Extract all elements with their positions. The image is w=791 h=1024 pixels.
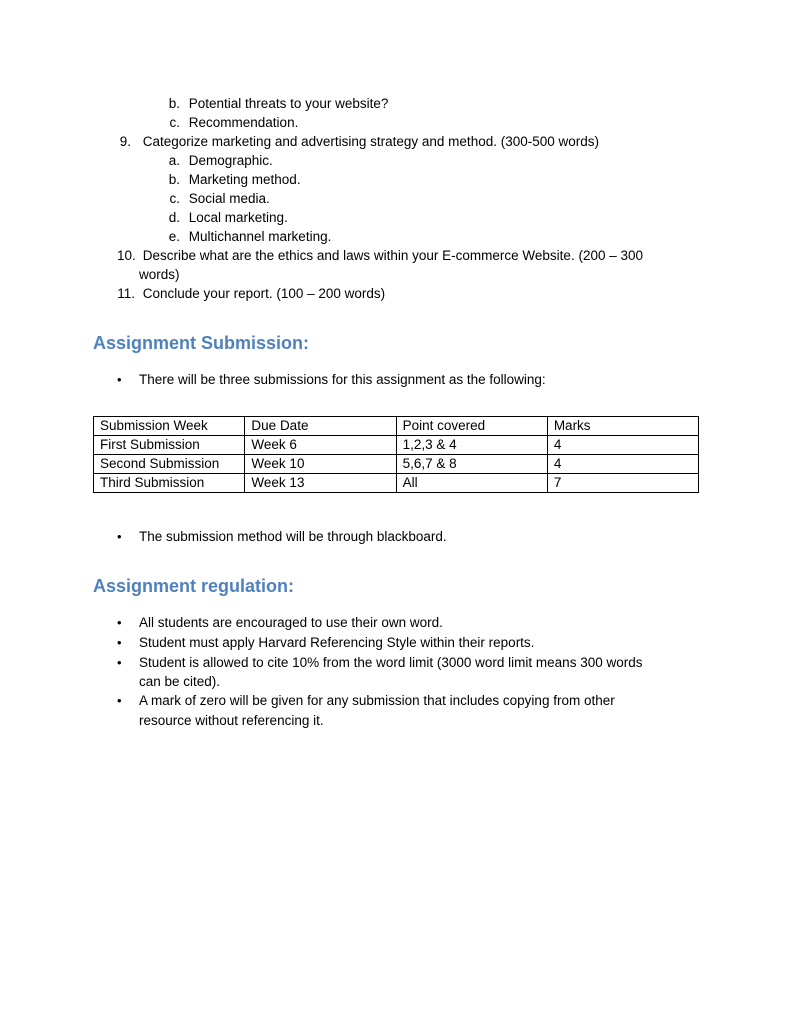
table-cell: All — [396, 474, 547, 493]
bullet-dot: • — [117, 655, 122, 670]
table-cell: 5,6,7 & 8 — [396, 455, 547, 474]
list-marker: d. — [168, 210, 180, 225]
list-text: Recommendation. — [188, 115, 299, 130]
list-text: Marketing method. — [188, 172, 301, 187]
table-row — [94, 455, 699, 474]
list-text: Potential threats to your website? — [188, 96, 389, 111]
list-marker: b. — [168, 172, 180, 187]
list-item-9 — [117, 132, 599, 151]
bullet-dot: • — [117, 372, 122, 387]
table-header-cell: Point covered — [396, 417, 547, 436]
table-cell: 4 — [547, 436, 698, 455]
table-cell: First Submission — [94, 436, 245, 455]
list-item-b — [164, 94, 388, 113]
list-marker: e. — [168, 229, 180, 244]
list-marker: 11. — [117, 286, 135, 301]
sub-item-c — [164, 189, 270, 208]
submission-method: The submission method will be through blackboard. — [139, 529, 447, 544]
list-text: Local marketing. — [188, 210, 288, 225]
bullet-dot: • — [117, 635, 122, 650]
list-text: Social media. — [188, 191, 270, 206]
submission-table — [93, 416, 699, 493]
sub-item-d — [164, 208, 288, 227]
bullet-dot: • — [117, 529, 122, 544]
sub-item-e — [164, 227, 331, 246]
regulation-item: All students are encouraged to use their own word. — [139, 615, 443, 630]
table-cell: 4 — [547, 455, 698, 474]
list-item-c — [164, 113, 298, 132]
table-header-cell: Marks — [547, 417, 698, 436]
submission-intro: There will be three submissions for this assignment as the following: — [139, 372, 546, 387]
table-cell: Week 6 — [245, 436, 396, 455]
sub-item-b — [164, 170, 301, 189]
table-cell: Week 10 — [245, 455, 396, 474]
table-header-cell: Due Date — [245, 417, 396, 436]
list-marker: c. — [169, 115, 180, 130]
list-item-10-cont: words) — [139, 267, 180, 282]
table-row — [94, 436, 699, 455]
table-row — [94, 474, 699, 493]
table-header-row — [94, 417, 699, 436]
regulation-item: Student is allowed to cite 10% from the word limit (3000 word limit means 300 words — [139, 655, 643, 670]
list-marker: a. — [168, 153, 180, 168]
table-cell: 7 — [547, 474, 698, 493]
list-text: Categorize marketing and advertising strategy and method. (300-500 words) — [142, 134, 600, 149]
regulation-item: A mark of zero will be given for any submission that includes copying from other — [139, 693, 615, 708]
sub-item-a — [164, 151, 273, 170]
list-text: Conclude your report. (100 – 200 words) — [142, 286, 386, 301]
regulation-item-cont: can be cited). — [139, 674, 221, 689]
list-marker: 10. — [117, 248, 136, 263]
list-item-10 — [117, 246, 643, 265]
list-marker: b. — [168, 96, 180, 111]
table-cell: Week 13 — [245, 474, 396, 493]
regulation-item-cont: resource without referencing it. — [139, 713, 324, 728]
bullet-dot: • — [117, 693, 122, 708]
table-cell: 1,2,3 & 4 — [396, 436, 547, 455]
table-header-cell: Submission Week — [94, 417, 245, 436]
section-heading-submission: Assignment Submission: — [93, 333, 310, 353]
table-cell: Second Submission — [94, 455, 245, 474]
bullet-dot: • — [117, 615, 122, 630]
list-marker: c. — [169, 191, 180, 206]
regulation-item: Student must apply Harvard Referencing Style within their reports. — [139, 635, 535, 650]
list-text: Demographic. — [188, 153, 273, 168]
section-heading-regulation: Assignment regulation: — [93, 576, 295, 596]
list-item-11 — [117, 284, 385, 303]
list-marker: 9. — [119, 134, 131, 149]
list-text: Describe what are the ethics and laws within your E-commerce Website. (200 – 300 — [142, 248, 643, 263]
table-cell: Third Submission — [94, 474, 245, 493]
list-text: Multichannel marketing. — [188, 229, 332, 244]
